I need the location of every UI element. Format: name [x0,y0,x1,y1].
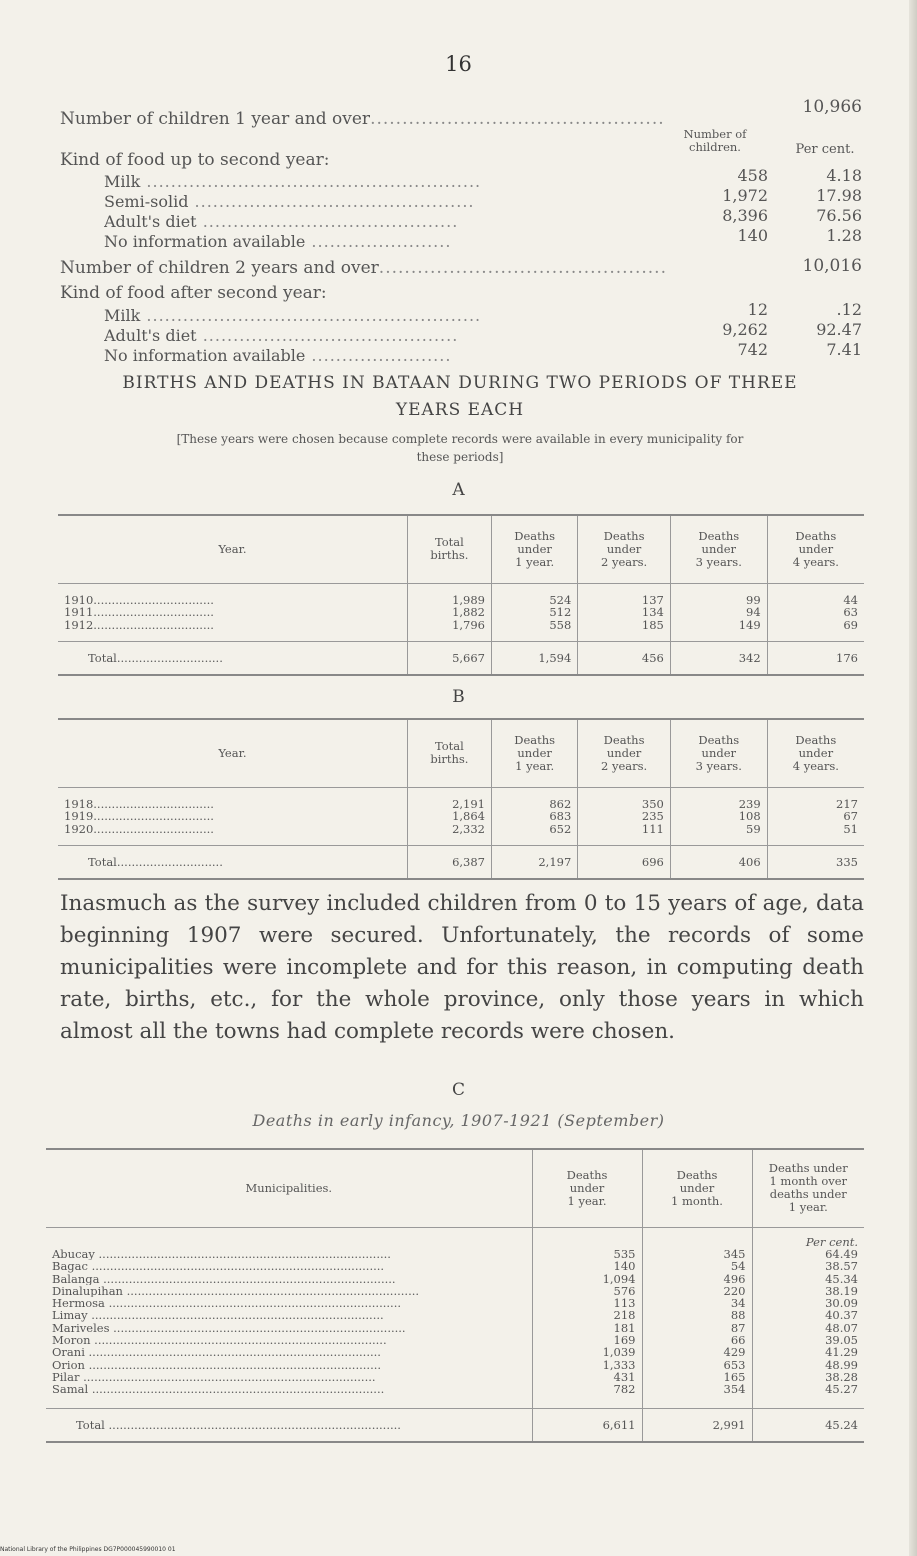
percent-cell: 39.05 [752,1334,864,1346]
d2-cell: 137 [578,583,671,606]
table-a-body [58,583,864,675]
food-percent: .12 [836,300,862,319]
table-a [58,514,864,676]
d4-cell: 44 [767,583,864,606]
deaths-2yr-header: Deaths under 2 years. [578,719,671,787]
deaths-1month-cell: 66 [642,1334,752,1346]
d3-cell: 59 [670,823,767,846]
d1-cell: 2,197 [492,846,578,880]
percent-cell: 41.29 [752,1346,864,1358]
food-row [104,172,676,191]
births-cell: 1,864 [407,810,491,823]
food-percent: 1.28 [826,226,862,245]
table-b-body [58,787,864,879]
deaths-4yr-header: Deaths under 4 years. [767,719,864,787]
total-row [46,1408,864,1442]
municipality-cell: Orion ................................................................................ [52,1358,382,1371]
d4-cell: 69 [767,619,864,642]
deaths-1yr-cell: 782 [532,1383,642,1408]
table-c-body [46,1227,864,1442]
percent-cell: 30.09 [752,1297,864,1309]
births-note-line-1: [These years were chosen because complete records were available in every municipality for [176,432,744,446]
leader-dots: ............................................. [378,258,667,278]
births-cell: 1,989 [407,583,491,606]
percent-header: Deaths under 1 month over deaths under 1 year. [752,1149,864,1227]
year-header: Year. [218,541,247,556]
deaths-1yr-cell: 535 [532,1248,642,1260]
table-c [46,1148,864,1443]
municipality-cell: Bagac ................................................................................ [52,1260,385,1273]
leader-dots: .......................................... [196,212,459,231]
births-title [60,370,860,424]
d3-cell: 239 [670,787,767,810]
total-row [58,846,864,880]
deaths-1yr-cell: 1,094 [532,1273,642,1285]
children-1yr-line [60,109,665,129]
table-row [58,787,864,810]
page-edge [909,0,917,1556]
deaths-3yr-header: Deaths under 3 years. [670,719,767,787]
d4-cell: 176 [767,642,864,676]
food-number: 458 [737,166,768,185]
municipality-cell: Pilar ................................................................................ [52,1370,376,1384]
leader-dots: .............................................. [370,109,665,129]
year-cell: 1918................................. [64,796,214,810]
food-label: Milk [104,306,141,325]
d4-cell: 51 [767,823,864,846]
year-cell: 1920................................. [64,822,214,836]
kind-up-to-second-label: Kind of food up to second year: [60,150,330,170]
table-row [58,823,864,846]
food-row [104,326,676,345]
deaths-1yr-header: Deaths under 1 year. [492,515,578,583]
percent-cell: 48.07 [752,1322,864,1334]
percent-cell: 64.49 [752,1248,864,1260]
births-title-line-2: YEARS EACH [395,400,525,420]
municipality-cell: Moron ................................................................................ [52,1334,387,1347]
table-b [58,718,864,880]
d1-cell: 512 [492,606,578,619]
total-row [58,642,864,676]
deaths-1month-cell: 87 [642,1322,752,1334]
table-a-letter: A [452,480,465,500]
d3-cell: 406 [670,846,767,880]
municipality-cell: Hermosa ................................................................................ [52,1297,402,1310]
municipalities-header: Municipalities. [245,1180,333,1195]
births-title-line-1: BIRTHS AND DEATHS IN BATAAN DURING TWO PERIODS OF THREE [122,373,798,393]
col-number-header: Number of children. [683,127,747,154]
year-cell: 1910................................. [64,592,214,606]
births-cell: 6,387 [407,846,491,880]
percent-cell: 38.28 [752,1371,864,1383]
deaths-1month-cell: 429 [642,1346,752,1358]
d2-cell: 350 [578,787,671,810]
percent-cell: 38.19 [752,1285,864,1297]
deaths-1yr-cell: 181 [532,1322,642,1334]
table-row [58,583,864,606]
d2-cell: 111 [578,823,671,846]
d1-cell: 1,594 [492,642,578,676]
food-number: 742 [737,340,768,359]
food-label: No information available [104,232,306,251]
food-percent: 7.41 [826,340,862,359]
food-label: Adult's diet [104,326,197,345]
deaths-1yr-cell: 113 [532,1297,642,1309]
d2-cell: 696 [578,846,671,880]
food-number: 1,972 [722,186,768,205]
deaths-1month-cell: 88 [642,1309,752,1321]
food-percent: 92.47 [816,320,862,339]
d3-cell: 99 [670,583,767,606]
d3-cell: 94 [670,606,767,619]
percent-cell: 45.24 [752,1408,864,1442]
deaths-1month-cell: 2,991 [642,1408,752,1442]
food-number: 9,262 [722,320,768,339]
municipality-cell: Abucay ................................................................................ [52,1248,391,1261]
leader-dots: ....................... [305,232,452,251]
d4-cell: 63 [767,606,864,619]
food-label: Semi-solid [104,192,189,211]
municipality-cell: Mariveles ................................................................................ [52,1321,406,1335]
deaths-1month-cell: 345 [642,1248,752,1260]
births-cell: 5,667 [407,642,491,676]
deaths-1yr-cell: 169 [532,1334,642,1346]
births-cell: 2,332 [407,823,491,846]
food-number: 8,396 [722,206,768,225]
kind-after-second-label: Kind of food after second year: [60,283,327,303]
deaths-1month-header: Deaths under 1 month. [642,1149,752,1227]
deaths-1yr-header: Deaths under 1 year. [492,719,578,787]
year-cell: 1912................................. [64,618,214,632]
births-cell: 1,882 [407,606,491,619]
d4-cell: 67 [767,810,864,823]
d1-cell: 683 [492,810,578,823]
year-header: Year. [218,745,247,760]
total-births-header: Total births. [407,719,491,787]
table-c-caption: Deaths in early infancy, 1907-1921 (September) [252,1111,665,1130]
table-row [58,619,864,642]
leader-dots: ....................................................... [140,172,482,191]
per-cent-row [46,1227,864,1248]
deaths-1month-cell: 220 [642,1285,752,1297]
d4-cell: 335 [767,846,864,880]
d1-cell: 652 [492,823,578,846]
total-label-cell: Total ................................................................................ [76,1417,401,1432]
d3-cell: 149 [670,619,767,642]
total-label-cell: Total............................. [88,855,223,869]
leader-dots: .......................................... [196,326,459,345]
d4-cell: 217 [767,787,864,810]
d2-cell: 185 [578,619,671,642]
municipality-cell: Orani ................................................................................ [52,1346,381,1359]
d3-cell: 342 [670,642,767,676]
municipality-cell: Samal ................................................................................ [52,1383,385,1397]
table-c-letter: C [451,1080,465,1100]
deaths-1month-cell: 54 [642,1260,752,1272]
deaths-1yr-cell: 218 [532,1309,642,1321]
body-paragraph: Inasmuch as the survey included children from 0 to 15 years of age, data beginning 1907 were secured. Unfortunately, the records of some municipalities were incomplete and for this reason, in computing death rate, births, etc., for the whole province, only those years in which almost all the towns had complete records were chosen. [60,891,864,1044]
children-2yr-line [60,258,667,278]
food-row [104,192,676,211]
total-births-header: Total births. [407,515,491,583]
food-row [104,232,676,251]
d2-cell: 456 [578,642,671,676]
food-number: 12 [747,300,768,319]
births-cell: 2,191 [407,787,491,810]
table-b-letter: B [452,687,465,707]
total-label-cell: Total............................. [88,651,223,665]
children-2yr-value: 10,016 [802,256,862,276]
d2-cell: 235 [578,810,671,823]
deaths-1yr-cell: 140 [532,1260,642,1272]
d1-cell: 524 [492,583,578,606]
food-row [104,346,676,365]
food-percent: 4.18 [826,166,862,185]
deaths-1yr-cell: 431 [532,1371,642,1383]
deaths-3yr-header: Deaths under 3 years. [670,515,767,583]
deaths-1month-cell: 34 [642,1297,752,1309]
births-note [60,430,860,466]
year-cell: 1911................................. [64,606,214,619]
table-row [46,1260,864,1272]
food-label: Adult's diet [104,212,197,231]
deaths-4yr-header: Deaths under 4 years. [767,515,864,583]
food-row [104,212,676,231]
deaths-1yr-cell: 576 [532,1285,642,1297]
deaths-1month-cell: 354 [642,1383,752,1408]
food-label: Milk [104,172,141,191]
table-row [58,810,864,823]
col-percent-header: Per cent. [795,142,855,157]
year-cell: 1919................................. [64,810,214,823]
food-percent: 76.56 [816,206,862,225]
percent-cell: 40.37 [752,1309,864,1321]
births-cell: 1,796 [407,619,491,642]
municipality-cell: Limay ................................................................................ [52,1309,384,1322]
municipality-cell: Balanga ................................................................................ [52,1272,396,1285]
per-cent-label: Per cent. [752,1227,864,1248]
leader-dots: ....................................................... [140,306,482,325]
table-row [46,1383,864,1408]
deaths-1month-cell: 653 [642,1359,752,1371]
footer-credit: National Library of the Philippines DG7P000045990010 01 [0,1546,176,1553]
d2-cell: 134 [578,606,671,619]
percent-cell: 48.99 [752,1359,864,1371]
deaths-1month-cell: 496 [642,1273,752,1285]
deaths-2yr-header: Deaths under 2 years. [578,515,671,583]
d1-cell: 558 [492,619,578,642]
page-number: 16 [445,52,472,76]
leader-dots: .............................................. [188,192,475,211]
d3-cell: 108 [670,810,767,823]
food-number: 140 [737,226,768,245]
deaths-1yr-cell: 1,039 [532,1346,642,1358]
deaths-1yr-cell: 1,333 [532,1359,642,1371]
deaths-1yr-cell: 6,611 [532,1408,642,1442]
children-2yr-label: Number of children 2 years and over [60,258,379,278]
deaths-1month-cell: 165 [642,1371,752,1383]
percent-cell: 38.57 [752,1260,864,1272]
food-label: No information available [104,346,306,365]
table-row [58,606,864,619]
table-row [46,1346,864,1358]
children-1yr-value: 10,966 [802,97,862,117]
food-row [104,306,676,325]
percent-cell: 45.27 [752,1383,864,1408]
food-percent: 17.98 [816,186,862,205]
d1-cell: 862 [492,787,578,810]
leader-dots: ....................... [305,346,452,365]
table-row [46,1309,864,1321]
deaths-1yr-header: Deaths under 1 year. [532,1149,642,1227]
percent-cell: 45.34 [752,1273,864,1285]
children-1yr-label: Number of children 1 year and over [60,109,371,129]
births-note-line-2: these periods] [416,450,504,464]
municipality-cell: Dinalupihan ................................................................................ [52,1284,420,1298]
